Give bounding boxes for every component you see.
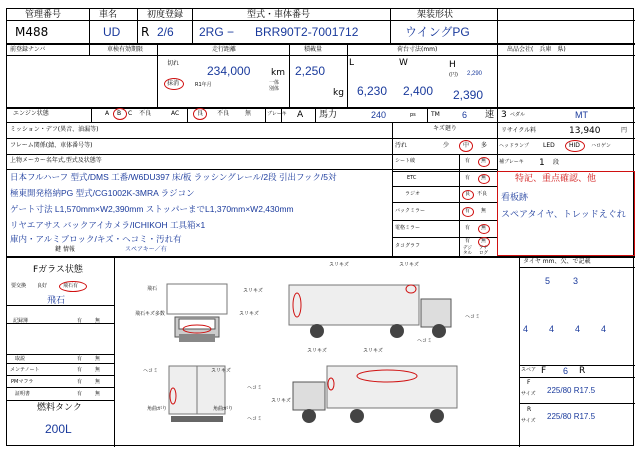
betsu-label: 別体 bbox=[269, 86, 280, 92]
tacho-nashi: 無 bbox=[481, 238, 487, 244]
pedal-number: 3 bbox=[501, 110, 507, 120]
en-label: (円) bbox=[449, 72, 458, 78]
diag-label-9: スリキズ bbox=[307, 348, 327, 354]
kanri-label: 管理番号 bbox=[25, 10, 62, 20]
kaso-label: 架装形状 bbox=[417, 10, 454, 20]
mission-label: ミッション・デフ(異音、油漏等) bbox=[10, 126, 99, 133]
shuppin-label: 出品会社( 兵庫 県) bbox=[507, 46, 566, 53]
hojo-label: 補ブレーキ bbox=[499, 159, 524, 165]
plate-label: 前登録ナンバ bbox=[10, 46, 46, 53]
spare-value: 6 bbox=[563, 366, 569, 376]
denmirror-label: 電格ミラー bbox=[395, 225, 421, 231]
pm-ari: 有 bbox=[77, 379, 83, 385]
diag-label-14: 角曲がり bbox=[213, 406, 234, 412]
diag-label-11: ヘコミ bbox=[143, 368, 159, 374]
frame-label: フレーム関係(錆、車体番号等) bbox=[10, 142, 93, 149]
h-label: H bbox=[449, 60, 456, 70]
tm-value: 6 bbox=[462, 110, 468, 120]
glass-value: 飛石 bbox=[47, 295, 66, 305]
diag-label-16: スリキズ bbox=[271, 398, 291, 404]
diag-label-5: 飛石キズ多数 bbox=[135, 311, 165, 317]
engine-c: C bbox=[128, 110, 133, 117]
rear-size-label: サイズ bbox=[521, 418, 536, 424]
denmirror-ari: 有 bbox=[465, 225, 471, 231]
w-label: W bbox=[399, 58, 408, 68]
ac-ryo: 良 bbox=[197, 110, 204, 117]
backmirror-ari: 有 bbox=[465, 208, 471, 214]
tacho-ari: 有 bbox=[465, 238, 471, 244]
torisetsu-ari: 有 bbox=[77, 356, 83, 362]
model-value: 2RG − bbox=[199, 25, 235, 39]
massho-circle bbox=[164, 78, 184, 90]
pedal-label: ペダル bbox=[510, 112, 526, 118]
radio-label: ラジオ bbox=[405, 191, 421, 197]
ac-label: AC bbox=[171, 110, 180, 117]
yogore-dai: 多 bbox=[481, 142, 488, 149]
backmirror-nashi: 無 bbox=[481, 208, 487, 214]
yogore-sho: 少 bbox=[443, 142, 450, 149]
etc-label: ETC bbox=[407, 175, 417, 181]
diag-label-10: スリキズ bbox=[363, 348, 383, 354]
kiroku-label: 記録簿 bbox=[13, 318, 29, 324]
hp-label: 馬力 bbox=[319, 110, 338, 120]
soku-label: 速 bbox=[485, 110, 495, 120]
engine-b: B bbox=[117, 110, 122, 117]
tire-r2c: 4 bbox=[575, 324, 581, 334]
pm-nashi: 無 bbox=[95, 379, 101, 385]
glass-tobiishi: 飛石有 bbox=[63, 283, 79, 289]
tire-r2d: 4 bbox=[601, 324, 607, 334]
upper-line-4: リヤエアサス バックアイカメラ/ICHIKOH 工具箱×1 bbox=[10, 220, 206, 230]
radio-ryo-circle bbox=[462, 190, 474, 200]
payload-value: 2,250 bbox=[295, 64, 326, 78]
front-size-value: 225/80 R17.5 bbox=[547, 386, 596, 395]
chassis-value: BRR90T2-7001712 bbox=[255, 25, 359, 39]
upper-line-1: 日本フルハーフ 型式/DMS 工番/W6DU397 床/板 ラッシングレール/2段 引出フック/5対 bbox=[10, 172, 337, 182]
glass-tobiishi-circle bbox=[59, 281, 87, 292]
seat-nashi: 無 bbox=[481, 158, 487, 164]
backmirror-label: バックミラー bbox=[395, 208, 426, 214]
brake-value: A bbox=[297, 110, 304, 120]
tire-r1a: 5 bbox=[545, 276, 551, 286]
engine-b-circle bbox=[113, 108, 127, 120]
tire-title: タイヤ mm、欠、で記載 bbox=[523, 258, 591, 265]
tacho-tal: タル bbox=[463, 251, 472, 256]
l-label: L bbox=[349, 58, 355, 68]
upper-label: 上物メーカー名年式,型式及状態等 bbox=[10, 157, 102, 164]
diag-label-8: ヘコミ bbox=[465, 314, 481, 320]
glass-ryo: 良好 bbox=[37, 283, 48, 289]
denmirror-nashi: 無 bbox=[481, 225, 487, 231]
recycle-yen: 円 bbox=[621, 127, 628, 134]
key-value: スペアキー／有 bbox=[125, 247, 167, 253]
ac-fuyo: 不良 bbox=[217, 110, 230, 117]
mileage-label: 走行距離 bbox=[212, 46, 237, 53]
headlamp-halogen: ハロゲン bbox=[591, 143, 611, 149]
truck-front-view-top bbox=[157, 279, 237, 349]
hojo-dan: 段 bbox=[553, 159, 560, 166]
rear-size-value: 225/80 R17.5 bbox=[547, 412, 596, 421]
radio-fuyo: 不良 bbox=[477, 191, 488, 197]
engine-label: エンジン状態 bbox=[13, 110, 49, 117]
r-year-label: R1年月 bbox=[195, 82, 212, 88]
torisetsu-nashi: 無 bbox=[95, 356, 101, 362]
upper-line-3: ゲート寸法 L1,570mm×W2,390mm ストッパーまでL1,370mm×W2,430mm bbox=[10, 204, 294, 214]
seat-label: シート破 bbox=[395, 158, 416, 164]
mente-ari: 有 bbox=[77, 367, 83, 373]
kg-unit: kg bbox=[333, 88, 344, 98]
diag-label-6: スリキズ bbox=[239, 311, 259, 317]
spare-f: F bbox=[541, 366, 547, 376]
km-unit: km bbox=[271, 68, 285, 78]
rear-size-r: R bbox=[527, 406, 532, 413]
etc-nashi: 無 bbox=[481, 175, 487, 181]
diag-label-3: 飛石 bbox=[147, 286, 158, 292]
pm-label: PMマフラ bbox=[11, 379, 34, 385]
headlamp-hid: HID bbox=[569, 142, 580, 149]
truck-side-view-left bbox=[287, 277, 467, 347]
kizu-label: キズ廻り bbox=[433, 125, 457, 132]
kiroku-ari: 有 bbox=[77, 318, 83, 324]
yogore-naka-circle bbox=[459, 140, 473, 152]
headlamp-hid-circle bbox=[565, 140, 585, 152]
brake-label: ブレーキ bbox=[267, 111, 287, 117]
tacho-label: タコグラフ bbox=[395, 243, 421, 249]
tokki-note-2: スペアタイヤ、トレッドえぐれ bbox=[501, 209, 626, 219]
front-size-label: サイズ bbox=[521, 391, 536, 397]
dims-label: 荷台寸法(mm) bbox=[397, 46, 438, 53]
tacho-ana: アナ bbox=[479, 246, 488, 251]
kiroku-nashi: 無 bbox=[95, 318, 101, 324]
engine-a: A bbox=[105, 110, 110, 117]
seat-nashi-circle bbox=[478, 157, 490, 167]
tokki-label: 特記、重点確認、他 bbox=[515, 174, 597, 184]
tire-r2a: 4 bbox=[523, 324, 529, 334]
ittai-label: 一体 bbox=[269, 80, 280, 86]
hojo-value: 1 bbox=[539, 158, 545, 168]
headlamp-label: ヘッドランプ bbox=[499, 143, 530, 149]
truck-rear-view bbox=[157, 364, 237, 434]
upper-line-2: 極東開発格納PG 型式/CG1002K-3MRA ラジコン bbox=[10, 188, 195, 198]
hp-value: 240 bbox=[371, 110, 387, 120]
diag-label-15: ヘコミ bbox=[247, 385, 263, 391]
inspection-sheet bbox=[6, 8, 634, 446]
seat-ari: 有 bbox=[465, 158, 471, 164]
maker-value: UD bbox=[103, 25, 121, 39]
upper-line-5: 庫内・アルミブロック/キズ・ヘコミ・汚れ有 bbox=[10, 234, 182, 244]
fuel-label: 燃料タンク bbox=[37, 403, 82, 413]
recycle-value: 13,940 bbox=[569, 126, 601, 136]
diag-label-7: ヘコミ bbox=[417, 338, 433, 344]
massho-label: 抹消 bbox=[167, 80, 180, 87]
etc-ari: 有 bbox=[465, 175, 471, 181]
body-type-value: ウイングPG bbox=[405, 25, 470, 39]
transmission-value: MT bbox=[575, 110, 588, 120]
tire-r2b: 4 bbox=[549, 324, 555, 334]
ps-unit: ps bbox=[410, 112, 416, 118]
glass-koukan: 要交換 bbox=[11, 283, 27, 289]
maker-label: 車名 bbox=[99, 10, 118, 20]
key-label: 鍵 情報 bbox=[55, 246, 75, 253]
tokki-note-1: 看板跡 bbox=[501, 192, 529, 202]
torisetsu-label: 取説 bbox=[15, 356, 26, 362]
recycle-label: リサイクル料 bbox=[501, 127, 537, 134]
yogore-label: 汚れ bbox=[395, 142, 408, 149]
tacho-log: ログ bbox=[479, 251, 488, 256]
ac-mu: 無 bbox=[245, 110, 252, 117]
fuel-value: 200L bbox=[45, 422, 72, 436]
diag-label-2: スリキズ bbox=[399, 262, 419, 268]
truck-side-view-right bbox=[287, 364, 467, 439]
radio-ryo: 良 bbox=[465, 191, 471, 197]
shomei-label: 証明書 bbox=[15, 391, 31, 397]
ac-ryo-circle bbox=[193, 108, 207, 120]
denmirror-nashi-circle bbox=[478, 224, 490, 234]
shodo-label: 初度登録 bbox=[147, 10, 184, 20]
yogore-naka: 中 bbox=[463, 142, 470, 149]
mente-label: メンテノート bbox=[10, 367, 40, 373]
spare-r: R bbox=[579, 366, 586, 376]
kire-label: 切れ bbox=[167, 60, 180, 67]
diag-label-13: 角曲がり bbox=[147, 406, 168, 412]
glass-label: Fガラス状態 bbox=[33, 265, 83, 275]
katashiki-label: 型式・車体番号 bbox=[247, 10, 311, 20]
tire-r1b: 3 bbox=[573, 276, 579, 286]
diag-label-1: スリキズ bbox=[329, 262, 349, 268]
mileage-value: 234,000 bbox=[207, 64, 251, 78]
kanri-no: M488 bbox=[15, 25, 49, 39]
height-value: 2,390 bbox=[453, 88, 484, 102]
width-value: 2,400 bbox=[403, 84, 434, 98]
spare-label: スペア bbox=[521, 367, 537, 373]
tm-label: TM bbox=[431, 111, 440, 118]
diag-label-17: ヘコミ bbox=[247, 416, 263, 422]
front-size-f: F bbox=[527, 379, 531, 386]
engine-fuyo: 不良 bbox=[139, 110, 152, 117]
mente-nashi: 無 bbox=[95, 367, 101, 373]
shomei-nashi: 無 bbox=[95, 391, 101, 397]
diag-label-4: スリキズ bbox=[243, 288, 263, 294]
era-value: R bbox=[141, 25, 150, 39]
headlamp-led: LED bbox=[543, 142, 555, 149]
tacho-digi: デジ bbox=[463, 246, 472, 251]
etc-nashi-circle bbox=[478, 174, 490, 184]
backmirror-ari-circle bbox=[462, 207, 474, 217]
diag-label-12: スリキズ bbox=[211, 368, 231, 374]
payload-label: 積載量 bbox=[304, 46, 323, 53]
shaken-label: 車検有効期限 bbox=[107, 46, 144, 53]
shomei-ari: 有 bbox=[77, 391, 83, 397]
h-top-value: 2,290 bbox=[467, 71, 483, 77]
length-value: 6,230 bbox=[357, 84, 388, 98]
reg-value: 2/6 bbox=[157, 25, 174, 39]
